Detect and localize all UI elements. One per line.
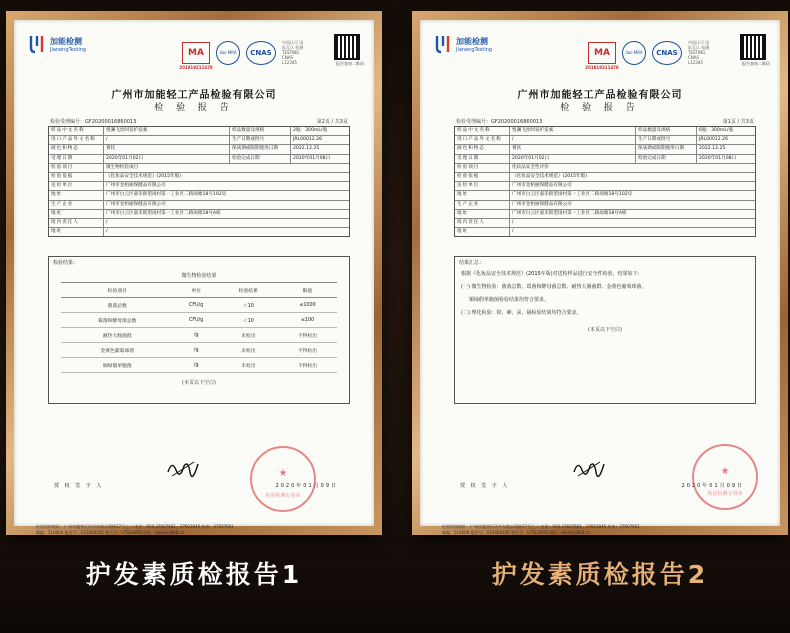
micro-header: 单位 bbox=[174, 283, 219, 298]
info-value: 广州市白云区嘉禾街望岗村第一工业区二路岗塘18号A栋 bbox=[106, 210, 221, 216]
info-key: 生产企业 bbox=[455, 201, 510, 209]
table-row bbox=[61, 328, 337, 343]
info-key-2: 保质期或限期使用日期 bbox=[230, 145, 291, 153]
cma-icon: MA 201819211478 bbox=[588, 42, 616, 64]
info-key: 送检单位 bbox=[455, 182, 510, 190]
footer-line: 邮编：510000 报告号：GF2000100 签名号：UTSL6NYB 网址：www.jnj888.cn bbox=[442, 530, 591, 535]
micro-header: 检验结果 bbox=[219, 283, 278, 298]
info-key: 检验项目 bbox=[455, 164, 510, 172]
micro-cell: 霉菌和酵母菌总数 bbox=[61, 313, 174, 328]
micro-title: 微生物检验结果 bbox=[181, 273, 217, 279]
footer-line: 检验机构地址：广州市越秀区环市东路水荫路17号之二 电话：020-37607661，37603845 传真：37607661 bbox=[36, 524, 234, 529]
info-row bbox=[455, 164, 755, 173]
report-footer bbox=[36, 524, 352, 536]
micro-cell: ≤1000 bbox=[278, 298, 337, 313]
brand-name-en: JianengTesting bbox=[456, 46, 493, 53]
info-value: / bbox=[512, 229, 514, 235]
caption-report-2: 护发素质检报告2 bbox=[491, 560, 709, 589]
micro-cell: ≤100 bbox=[278, 313, 337, 328]
info-row bbox=[49, 145, 349, 154]
info-value: 广州市金栢丽保健品有限公司 bbox=[106, 183, 166, 189]
info-row bbox=[455, 173, 755, 182]
info-value: 《化妆品安全技术规范》(2015年版) bbox=[512, 173, 587, 179]
stamp-text: 检验检测专用章 bbox=[707, 491, 743, 497]
info-key-2: 样品数量及规格 bbox=[230, 127, 291, 135]
info-row bbox=[49, 228, 349, 236]
info-value-2: 6瓶：300mL/瓶 bbox=[699, 128, 734, 133]
info-value: 化妆品安全性评价 bbox=[512, 164, 549, 170]
info-table bbox=[454, 126, 756, 237]
info-key: 地址 bbox=[455, 228, 510, 236]
info-value: / bbox=[104, 136, 230, 144]
qr-code-icon bbox=[334, 34, 360, 60]
report-title: 检 验 报 告 bbox=[560, 103, 640, 113]
table-row bbox=[61, 343, 337, 358]
micro-cell: /g bbox=[174, 358, 219, 373]
sign-date: 2020年01月09日 bbox=[275, 483, 338, 489]
info-value: 《化妆品安全技术规范》(2015年版) bbox=[106, 173, 181, 179]
micro-cell: 不得检出 bbox=[278, 328, 337, 343]
micro-cell: 耐热大肠菌群 bbox=[61, 328, 174, 343]
micro-cell: 不得检出 bbox=[278, 343, 337, 358]
info-key: 地址 bbox=[455, 210, 510, 218]
ilac-mra-icon: ilac-MRA bbox=[622, 41, 646, 65]
report-paper bbox=[14, 20, 374, 535]
info-row bbox=[49, 173, 349, 182]
info-row bbox=[455, 136, 755, 145]
info-row bbox=[49, 127, 349, 136]
micro-table bbox=[61, 282, 337, 373]
micro-cell: /g bbox=[174, 328, 219, 343]
micro-header-row bbox=[61, 283, 337, 298]
jianeng-logo-icon bbox=[434, 34, 452, 54]
cert-logos bbox=[585, 40, 712, 70]
info-value: 悦澜飞丝呵发护发素 bbox=[104, 127, 230, 135]
page-number: 第1页 / 共3页 bbox=[722, 119, 754, 125]
info-key-2: 样品数量及规格 bbox=[636, 127, 697, 135]
sign-date: 2020年01月09日 bbox=[681, 483, 744, 489]
results-heading: 检验结果： bbox=[53, 260, 79, 266]
info-key: 颜色和物态 bbox=[49, 145, 104, 153]
info-row bbox=[49, 136, 349, 145]
info-key: 颜色和物态 bbox=[455, 145, 510, 153]
summary-line: 铜绿假单胞菌检验结果均符合要求。 bbox=[469, 297, 550, 303]
cma-icon: MA 201819211478 bbox=[182, 42, 210, 64]
cma-number: 201819211478 bbox=[585, 64, 619, 70]
summary-line: 根据《化妆品安全技术规范》(2015年版)对送检样品进行安全性检验，结果如下： bbox=[461, 271, 643, 277]
info-value-2: 2022.12.25 bbox=[293, 146, 320, 152]
stamp-star-icon: ★ bbox=[278, 468, 288, 479]
info-row bbox=[455, 219, 755, 228]
info-value-2: 2022.12.25 bbox=[699, 146, 726, 152]
info-key: 境内责任人 bbox=[455, 219, 510, 227]
info-key-2: 检验完成日期 bbox=[230, 155, 291, 163]
info-value: 广州市白云区嘉禾街望岗村第一工业区二路岗塘18号102房 bbox=[512, 192, 633, 198]
info-value: 广州市金栢丽保健品有限公司 bbox=[512, 201, 572, 207]
micro-cell: 未检出 bbox=[219, 358, 278, 373]
company-name: 广州市加能轻工产品检验有限公司 bbox=[517, 90, 683, 101]
qr-code-icon bbox=[740, 34, 766, 60]
summary-line: (二) 理化检验：铅、砷、汞、镉检验结果均符合要求。 bbox=[461, 310, 582, 316]
table-row bbox=[61, 358, 337, 373]
brand-name-en: JianengTesting bbox=[50, 46, 87, 53]
info-value: 2020年01月02日 bbox=[104, 155, 230, 163]
info-key: 地址 bbox=[49, 210, 104, 218]
qr-caption: 报告查询二维码 bbox=[336, 61, 364, 66]
report-footer bbox=[442, 524, 758, 536]
info-key: 检验依据 bbox=[455, 173, 510, 181]
micro-cell: ＜10 bbox=[219, 313, 278, 328]
info-value-2: JRL00012.26 bbox=[699, 137, 729, 143]
micro-cell: 未检出 bbox=[219, 328, 278, 343]
micro-cell: 不得检出 bbox=[278, 358, 337, 373]
company-name: 广州市加能轻工产品检验有限公司 bbox=[111, 90, 277, 101]
stamp-star-icon: ★ bbox=[720, 466, 730, 477]
info-table bbox=[48, 126, 350, 237]
info-value: / bbox=[512, 219, 514, 225]
brand-logo bbox=[28, 34, 86, 54]
info-key-2: 保质期或限期使用日期 bbox=[636, 145, 697, 153]
info-value: / bbox=[510, 136, 636, 144]
info-key-2: 生产日期或批号 bbox=[230, 136, 291, 144]
brand-logo bbox=[434, 34, 492, 54]
acceptance-number: 检验受理编号：GF20200016860013 bbox=[456, 119, 543, 125]
info-row bbox=[455, 191, 755, 200]
brand-name: 加能检测 bbox=[50, 36, 82, 46]
report-title: 检 验 报 告 bbox=[154, 103, 234, 113]
cnas-caption: 中国认可 国际互认 检测 TESTING CNAS L12345 bbox=[688, 40, 710, 65]
cnas-caption: 中国认可 国际互认 检测 TESTING CNAS L12345 bbox=[282, 40, 304, 65]
cnas-icon: CNAS bbox=[652, 41, 682, 65]
jianeng-logo-icon bbox=[28, 34, 46, 54]
info-row bbox=[49, 182, 349, 191]
micro-cell: 铜绿假单胞菌 bbox=[61, 358, 174, 373]
report-frame-2 bbox=[412, 11, 788, 535]
micro-cell: CFU/g bbox=[174, 298, 219, 313]
info-key: 地址 bbox=[455, 191, 510, 199]
info-row bbox=[455, 210, 755, 219]
info-key: 样品中文名称 bbox=[49, 127, 104, 135]
micro-cell: 金黄色葡萄球菌 bbox=[61, 343, 174, 358]
micro-cell: /g bbox=[174, 343, 219, 358]
info-row bbox=[49, 201, 349, 210]
caption-report-1: 护发素质检报告1 bbox=[85, 560, 303, 589]
info-key: 样品中文名称 bbox=[455, 127, 510, 135]
info-key: 地址 bbox=[49, 191, 104, 199]
brand-name: 加能检测 bbox=[456, 36, 488, 46]
handwritten-signature bbox=[572, 456, 606, 480]
info-key: 生产企业 bbox=[49, 201, 104, 209]
info-value: / bbox=[106, 219, 108, 225]
results-body bbox=[455, 268, 755, 333]
table-row bbox=[61, 313, 337, 328]
table-row bbox=[61, 298, 337, 313]
report-paper bbox=[420, 20, 780, 535]
info-value: 悦澜飞丝呵发护发素 bbox=[510, 127, 636, 135]
handwritten-signature bbox=[166, 456, 200, 480]
info-value: 广州市金栢丽保健品有限公司 bbox=[512, 183, 572, 189]
info-row bbox=[455, 155, 755, 164]
info-value: 膏状 bbox=[104, 145, 230, 153]
info-key: 受理日期 bbox=[49, 155, 104, 163]
info-key: 进口产品外文名称 bbox=[49, 136, 104, 144]
info-row bbox=[49, 164, 349, 173]
info-row bbox=[49, 155, 349, 164]
micro-cell: 未检出 bbox=[219, 343, 278, 358]
micro-header: 检验项目 bbox=[61, 283, 174, 298]
acceptance-number: 检验受理编号：GF20200016860013 bbox=[50, 119, 137, 125]
blank-note: (本页以下空白) bbox=[182, 380, 216, 386]
results-heading: 结果汇总： bbox=[459, 260, 485, 266]
results-box bbox=[48, 256, 350, 404]
info-row bbox=[455, 127, 755, 136]
info-row bbox=[455, 201, 755, 210]
official-stamp bbox=[250, 446, 316, 512]
report-frame-1 bbox=[6, 11, 382, 535]
info-value-2: 2瓶：300mL/瓶 bbox=[293, 128, 328, 133]
info-key: 进口产品外文名称 bbox=[455, 136, 510, 144]
results-box bbox=[454, 256, 756, 404]
signer-label: 授 权 签 字 人 bbox=[54, 483, 104, 489]
micro-cell: ＜10 bbox=[219, 298, 278, 313]
summary-line: (一) 微生物检验：菌落总数、霉菌和酵母菌总数、耐热大肠菌群、金黄色葡萄球菌、 bbox=[461, 284, 647, 290]
info-key-2: 生产日期或批号 bbox=[636, 136, 697, 144]
micro-header: 限值 bbox=[278, 283, 337, 298]
info-value: 微生物检验项目 bbox=[106, 164, 139, 170]
page-number: 第2页 / 共3页 bbox=[316, 119, 348, 125]
info-key: 送检单位 bbox=[49, 182, 104, 190]
footer-line: 检验机构地址：广州市越秀区环市东路水荫路17号之二 电话：020-37607661，37603845 传真：37607661 bbox=[442, 524, 640, 529]
cma-number: 201819211478 bbox=[179, 64, 213, 70]
ilac-mra-icon: ilac-MRA bbox=[216, 41, 240, 65]
info-row bbox=[49, 219, 349, 228]
info-key: 受理日期 bbox=[455, 155, 510, 163]
info-row bbox=[455, 182, 755, 191]
info-key: 检验项目 bbox=[49, 164, 104, 172]
info-key: 境内责任人 bbox=[49, 219, 104, 227]
cnas-icon: CNAS bbox=[246, 41, 276, 65]
info-value: 广州市白云区嘉禾街望岗村第一工业区二路岗塘18号A栋 bbox=[512, 210, 627, 216]
info-row bbox=[49, 210, 349, 219]
info-value-2: 2020年01月08日 bbox=[293, 155, 331, 161]
micro-cell: CFU/g bbox=[174, 313, 219, 328]
stamp-text: 检验检测专用章 bbox=[265, 493, 301, 499]
info-value-2: 2020年01月08日 bbox=[699, 155, 737, 161]
info-key-2: 检验完成日期 bbox=[636, 155, 697, 163]
info-key: 检验依据 bbox=[49, 173, 104, 181]
info-row bbox=[455, 228, 755, 236]
qr-caption: 报告查询二维码 bbox=[742, 61, 770, 66]
footer-line: 邮编：510000 报告号：GF2000100 签名号：UTSL6NYB 网址：www.jnj888.cn bbox=[36, 530, 185, 535]
signer-label: 授 权 签 字 人 bbox=[460, 483, 510, 489]
blank-note: (本页以下空白) bbox=[588, 327, 622, 333]
info-value: 广州市金栢丽保健品有限公司 bbox=[106, 201, 166, 207]
info-row bbox=[455, 145, 755, 154]
micro-cell: 菌落总数 bbox=[61, 298, 174, 313]
info-value: 广州市白云区嘉禾街望岗村第一工业区二路岗塘18号102房 bbox=[106, 192, 227, 198]
info-value: 膏状 bbox=[510, 145, 636, 153]
info-value: 2020年01月02日 bbox=[510, 155, 636, 163]
info-value-2: JRL00012.26 bbox=[293, 137, 323, 143]
info-row bbox=[49, 191, 349, 200]
results-body bbox=[49, 272, 349, 386]
cert-logos bbox=[179, 40, 306, 70]
info-key: 地址 bbox=[49, 228, 104, 236]
official-stamp bbox=[692, 444, 758, 510]
info-value: / bbox=[106, 229, 108, 235]
